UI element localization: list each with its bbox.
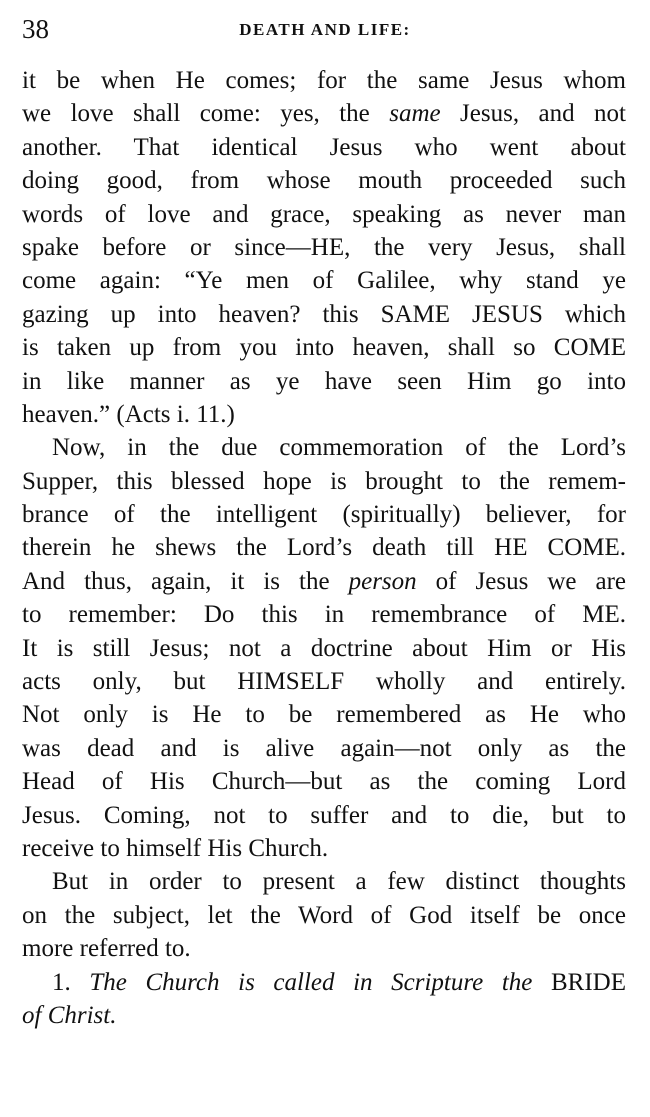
text-segment: 1. [52, 968, 90, 996]
text-line [22, 899, 626, 932]
text-line [22, 799, 626, 832]
text-line [22, 231, 626, 264]
text-segment: gazing up into heaven? this SAME JESUS which [22, 300, 626, 328]
text-line [22, 932, 626, 965]
text-line [22, 97, 626, 130]
text-segment: BRIDE [532, 968, 627, 996]
text-segment: Not only is He to be remembered as He who [22, 701, 626, 729]
text-line [22, 765, 626, 798]
text-segment: But in order to present a few distinct thoughts [52, 868, 626, 896]
text-line [22, 999, 626, 1032]
text-segment: receive to himself His Church. [22, 834, 329, 862]
text-line [22, 331, 626, 364]
text-line [22, 531, 626, 564]
text-line [22, 298, 626, 331]
page-number: 38 [22, 14, 49, 44]
text-segment: brance of the intelligent (spiritually) believer, for [22, 501, 626, 529]
body-text [22, 64, 626, 1032]
text-segment: of Jesus we are [416, 567, 627, 595]
text-line [22, 198, 626, 231]
text-line [22, 164, 626, 197]
italic-text: of Christ. [22, 1001, 117, 1029]
text-line [22, 732, 626, 765]
text-segment: was dead and is alive again—not only as the [22, 734, 626, 762]
text-segment: heaven.” (Acts i. 11.) [22, 400, 235, 428]
text-segment: words of love and grace, speaking as never man [22, 200, 626, 228]
text-line [22, 131, 626, 164]
text-line [22, 832, 626, 865]
text-line [22, 365, 626, 398]
text-segment: another. That identical Jesus who went about [22, 133, 626, 161]
text-segment: Head of His Church—but as the coming Lord [22, 768, 626, 796]
text-line [22, 698, 626, 731]
text-line [22, 264, 626, 297]
text-segment: in like manner as ye have seen Him go into [22, 367, 626, 395]
text-line [22, 465, 626, 498]
text-line [22, 565, 626, 598]
text-segment: It is still Jesus; not a doctrine about Him or His [22, 634, 626, 662]
text-line [22, 865, 626, 898]
text-segment: doing good, from whose mouth proceeded such [22, 167, 626, 195]
text-segment: is taken up from you into heaven, shall so COME [22, 334, 626, 362]
text-segment: Supper, this blessed hope is brought to the remem- [22, 467, 626, 495]
text-segment: therein he shews the Lord’s death till HE COME. [22, 534, 626, 562]
text-line [22, 598, 626, 631]
text-segment: Now, in the due commemoration of the Lord’s [52, 434, 626, 462]
running-title: DEATH AND LIFE: [239, 20, 411, 39]
text-line [22, 398, 626, 431]
text-segment: come again: “Ye men of Galilee, why stand ye [22, 267, 626, 295]
text-segment: we love shall come: yes, the [22, 100, 390, 128]
text-segment: more referred to. [22, 935, 191, 963]
italic-text: person [348, 567, 417, 595]
text-segment: Jesus. Coming, not to suffer and to die, but to [22, 801, 626, 829]
text-line [22, 64, 626, 97]
text-line [22, 632, 626, 665]
italic-text: same [389, 100, 441, 128]
text-segment: spake before or since—HE, the very Jesus, shall [22, 233, 626, 261]
text-segment: Jesus, and not [440, 100, 626, 128]
text-line [22, 498, 626, 531]
text-segment: on the subject, let the Word of God itself be once [22, 901, 626, 929]
text-line [22, 431, 626, 464]
text-line [22, 665, 626, 698]
text-segment: And thus, again, it is the [22, 567, 349, 595]
italic-text: The Church is called in Scripture the [89, 968, 533, 996]
text-segment: acts only, but HIMSELF wholly and entirely. [22, 668, 626, 696]
text-segment: it be when He comes; for the same Jesus whom [22, 67, 626, 94]
text-segment: to remember: Do this in remembrance of ME. [22, 601, 626, 629]
text-line [22, 966, 626, 999]
